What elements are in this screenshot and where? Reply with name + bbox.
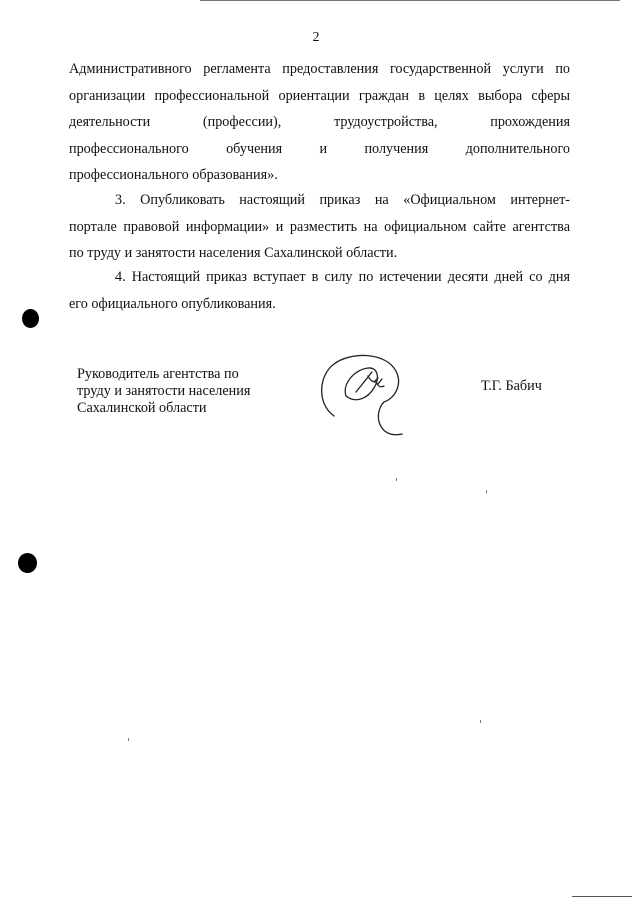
text-line: деятельности (профессии), трудоустройства, прохождения: [69, 114, 570, 130]
scan-bottom-edge-line: [572, 896, 632, 897]
paragraph-item-4-effective: [69, 264, 570, 317]
text-line: организации профессиональной ориентации граждан в целях выбора сферы: [69, 87, 570, 104]
signer-position-line: труду и занятости населения: [77, 383, 251, 399]
scan-speck: [486, 490, 487, 493]
text-line: Административного регламента предоставления государственной услуги по: [69, 61, 570, 77]
scan-speck: [128, 738, 129, 741]
signer-name: Т.Г. Бабич: [481, 378, 542, 394]
text-line: профессионального образования».: [69, 167, 278, 183]
scan-top-edge-line: [200, 0, 620, 1]
signer-position-line: Сахалинской области: [77, 400, 207, 416]
paragraph-item-3-publish: [69, 187, 570, 267]
text-line: 3. Опубликовать настоящий приказ на «Официальном интернет-: [115, 192, 570, 208]
signer-position-line: Руководитель агентства по: [77, 366, 239, 382]
binder-hole-mark: [22, 309, 39, 328]
page-number: 2: [312, 30, 320, 45]
text-line: портале правовой информации» и разместить на официальном сайте агентства: [69, 218, 570, 235]
handwritten-signature: [312, 346, 412, 446]
paragraph-regulation-continuation: [69, 56, 570, 189]
text-line: профессионального обучения и получения дополнительного: [69, 140, 570, 157]
text-line: по труду и занятости населения Сахалинской области.: [69, 245, 398, 261]
text-line: 4. Настоящий приказ вступает в силу по истечении десяти дней со дня: [115, 269, 570, 285]
text-line: его официального опубликования.: [69, 295, 276, 312]
scan-speck: [480, 720, 481, 723]
binder-hole-mark: [18, 553, 37, 573]
scan-speck: [396, 478, 397, 481]
signer-position: [77, 366, 250, 417]
